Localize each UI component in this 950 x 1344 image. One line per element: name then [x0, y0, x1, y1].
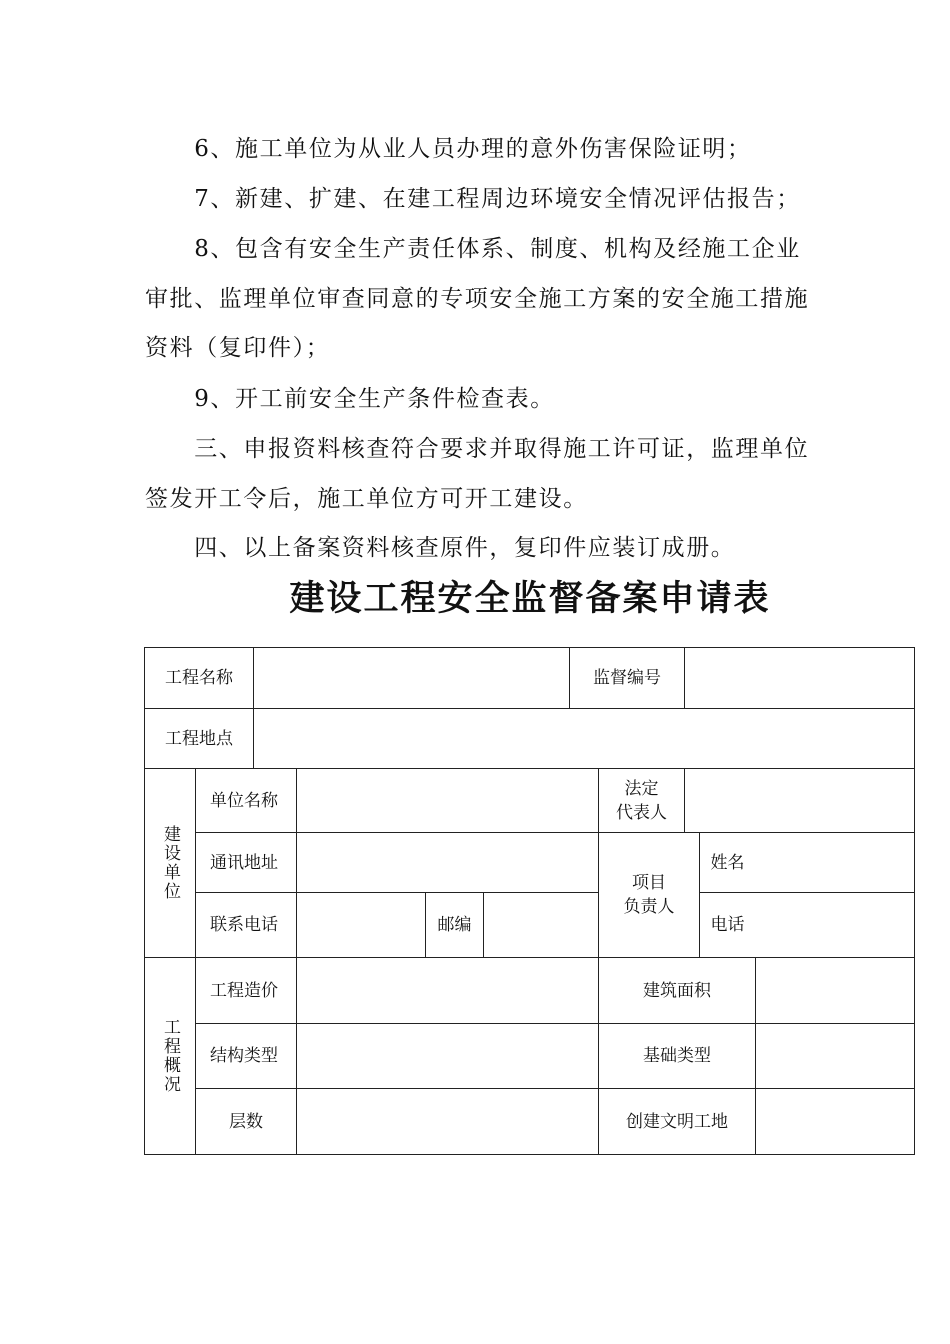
project-name-label: 工程名称	[165, 668, 233, 688]
project-manager-label-line2: 负责人	[623, 897, 675, 917]
legal-rep-label-line2: 代表人	[616, 802, 667, 823]
legal-rep-field[interactable]	[685, 769, 914, 832]
floors-field[interactable]	[297, 1089, 598, 1154]
civil-site-label: 创建文明工地	[626, 1111, 728, 1132]
paragraph-item-9: 9、开工前安全生产条件检查表。	[145, 386, 555, 412]
supervision-no-field[interactable]	[685, 648, 914, 708]
project-overview-text: 工程概况	[160, 1018, 180, 1094]
address-label: 通讯地址	[210, 852, 278, 873]
structure-type-field[interactable]	[297, 1024, 598, 1088]
paragraph-item-8: 8、包含有安全生产责任体系、制度、机构及经施工企业审批、监理单位审查同意的专项安全施工方案的安全施工措施资料（复印件）；	[145, 236, 810, 361]
name-field[interactable]	[756, 833, 914, 892]
project-name-field[interactable]	[254, 648, 569, 708]
address-field[interactable]	[297, 833, 598, 892]
cost-field[interactable]	[297, 958, 598, 1023]
phone-contact-field[interactable]	[297, 893, 425, 957]
paragraph-section-4: 四、以上备案资料核查原件，复印件应装订成册。	[145, 535, 736, 561]
paragraph-item-6: 6、施工单位为从业人员办理的意外伤害保险证明；	[145, 136, 752, 162]
legal-rep-label-line1: 法定	[624, 778, 659, 799]
paragraph-item-7: 7、新建、扩建、在建工程周边环境安全情况评估报告；	[145, 186, 801, 212]
floors-label: 层数	[229, 1111, 263, 1132]
postcode-label: 邮编	[437, 915, 472, 935]
building-area-field[interactable]	[756, 958, 914, 1023]
civil-site-field[interactable]	[756, 1089, 914, 1154]
cost-label: 工程造价	[210, 980, 278, 1001]
foundation-type-label: 基础类型	[643, 1046, 711, 1066]
construction-unit-label	[145, 769, 195, 957]
project-manager-label	[599, 833, 699, 957]
foundation-type-field[interactable]	[756, 1024, 914, 1088]
phone-field[interactable]	[756, 893, 914, 957]
phone-label: 电话	[710, 915, 745, 935]
table-border	[144, 1154, 915, 1155]
unit-name-field[interactable]	[297, 769, 598, 832]
form-title: 建设工程安全监督备案申请表	[289, 579, 771, 619]
application-form-table	[144, 647, 915, 1155]
table-border	[914, 647, 915, 1155]
postcode-field[interactable]	[484, 893, 598, 957]
name-label: 姓名	[710, 852, 745, 873]
construction-unit-text: 建设单位	[160, 825, 180, 901]
project-overview-label	[145, 958, 195, 1154]
project-location-label: 工程地点	[165, 728, 233, 749]
phone-contact-label: 联系电话	[210, 915, 278, 935]
project-location-field[interactable]	[254, 709, 914, 768]
supervision-no-label: 监督编号	[593, 668, 661, 688]
unit-name-label: 单位名称	[210, 790, 278, 811]
building-area-label: 建筑面积	[643, 980, 711, 1001]
legal-rep-label	[599, 769, 684, 832]
project-manager-label-line1: 项目	[632, 873, 666, 893]
paragraph-section-3: 三、申报资料核查符合要求并取得施工许可证，监理单位签发开工令后，施工单位方可开工建设。	[145, 436, 810, 512]
structure-type-label: 结构类型	[210, 1046, 278, 1066]
